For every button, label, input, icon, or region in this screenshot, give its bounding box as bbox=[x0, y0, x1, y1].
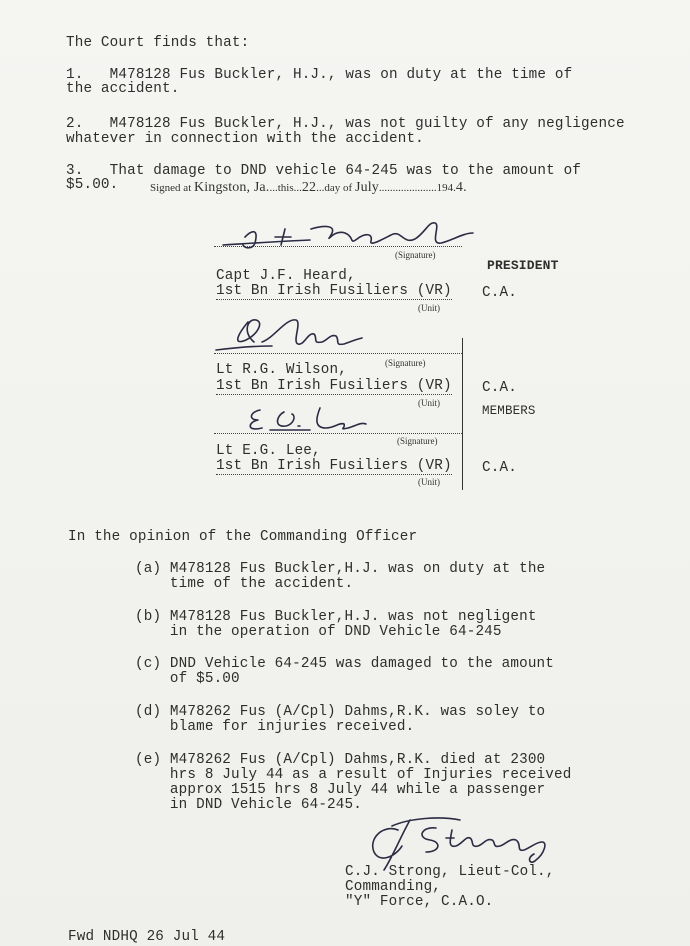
co-force: "Y" Force, C.A.O. bbox=[345, 894, 494, 910]
signed-day: 22 bbox=[301, 180, 317, 195]
finding-2-line-1: 2. M478128 Fus Buckler, H.J., was not guilty of any negligence bbox=[66, 116, 625, 132]
signed-place: Kingston, Ja. bbox=[194, 180, 270, 195]
co-title: Commanding, bbox=[345, 879, 442, 895]
president-ca: C.A. bbox=[482, 285, 517, 301]
member2-unit: 1st Bn Irish Fusiliers (VR) bbox=[216, 458, 452, 474]
signed-at-line: Signed at Kingston, Ja....this...22...day of July.....................194.4. bbox=[150, 180, 467, 195]
forwarding-note: Fwd NDHQ 26 Jul 44 bbox=[68, 929, 226, 945]
signed-month: July bbox=[354, 180, 379, 195]
signed-at-prefix: Signed at bbox=[150, 182, 192, 194]
opinion-b-line-2: in the operation of DND Vehicle 64-245 bbox=[135, 624, 502, 640]
opinion-a-line-2: time of the accident. bbox=[135, 576, 354, 592]
member2-signature-label: (Signature) bbox=[397, 436, 438, 446]
opinion-e-line-4: in DND Vehicle 64-245. bbox=[135, 797, 362, 813]
finding-1-line-1: 1. M478128 Fus Buckler, H.J., was on duty at the time of bbox=[66, 67, 573, 83]
opinion-b-line-1: (b) M478128 Fus Buckler,H.J. was not negligent bbox=[135, 609, 537, 625]
finding-3-line-2: $5.00. bbox=[66, 177, 119, 193]
signed-day-of: day of bbox=[324, 182, 353, 194]
president-signature-label: (Signature) bbox=[395, 250, 436, 260]
president-role: PRESIDENT bbox=[487, 258, 559, 273]
member2-ca: C.A. bbox=[482, 460, 517, 476]
opinion-d-line-2: blame for injuries received. bbox=[135, 719, 415, 735]
member1-signature-line bbox=[214, 353, 462, 354]
member1-signature bbox=[212, 312, 372, 357]
finding-2-line-2: whatever in connection with the accident. bbox=[66, 131, 424, 147]
president-unit-label: (Unit) bbox=[418, 303, 440, 313]
finding-3-line-1: 3. That damage to DND vehicle 64-245 was to the amount of bbox=[66, 163, 582, 179]
member2-signature-line bbox=[214, 433, 462, 434]
members-bracket bbox=[462, 338, 463, 490]
president-name: Capt J.F. Heard, bbox=[216, 268, 356, 284]
member1-unit: 1st Bn Irish Fusiliers (VR) bbox=[216, 378, 452, 394]
member2-signature bbox=[240, 402, 380, 437]
opinion-c-line-2: of $5.00 bbox=[135, 671, 240, 687]
member1-name: Lt R.G. Wilson, bbox=[216, 362, 347, 378]
president-signature bbox=[215, 215, 480, 255]
finding-1-line-2: the accident. bbox=[66, 81, 180, 97]
opinion-heading: In the opinion of the Commanding Officer bbox=[68, 529, 418, 545]
member1-ca: C.A. bbox=[482, 380, 517, 396]
member1-unit-label: (Unit) bbox=[418, 398, 440, 408]
opinion-c-line-1: (c) DND Vehicle 64-245 was damaged to the amount bbox=[135, 656, 555, 672]
co-name: C.J. Strong, Lieut-Col., bbox=[345, 864, 555, 880]
president-unit: 1st Bn Irish Fusiliers (VR) bbox=[216, 283, 452, 299]
members-label: MEMBERS bbox=[482, 404, 536, 418]
member1-signature-label: (Signature) bbox=[385, 358, 426, 368]
findings-heading: The Court finds that: bbox=[66, 35, 250, 51]
signed-year-prefix: 194 bbox=[436, 182, 454, 194]
signed-year-suffix: 4. bbox=[455, 180, 467, 195]
opinion-d-line-1: (d) M478262 Fus (A/Cpl) Dahms,R.K. was soley to bbox=[135, 704, 546, 720]
member2-unit-label: (Unit) bbox=[418, 477, 440, 487]
opinion-e-line-1: (e) M478262 Fus (A/Cpl) Dahms,R.K. died at 2300 bbox=[135, 752, 546, 768]
member2-name: Lt E.G. Lee, bbox=[216, 443, 321, 459]
president-signature-line bbox=[214, 246, 462, 247]
opinion-e-line-3: approx 1515 hrs 8 July 44 while a passenger bbox=[135, 782, 546, 798]
opinion-a-line-1: (a) M478128 Fus Buckler,H.J. was on duty at the bbox=[135, 561, 546, 577]
opinion-e-line-2: hrs 8 July 44 as a result of Injuries received bbox=[135, 767, 572, 783]
signed-this: this bbox=[277, 182, 294, 194]
